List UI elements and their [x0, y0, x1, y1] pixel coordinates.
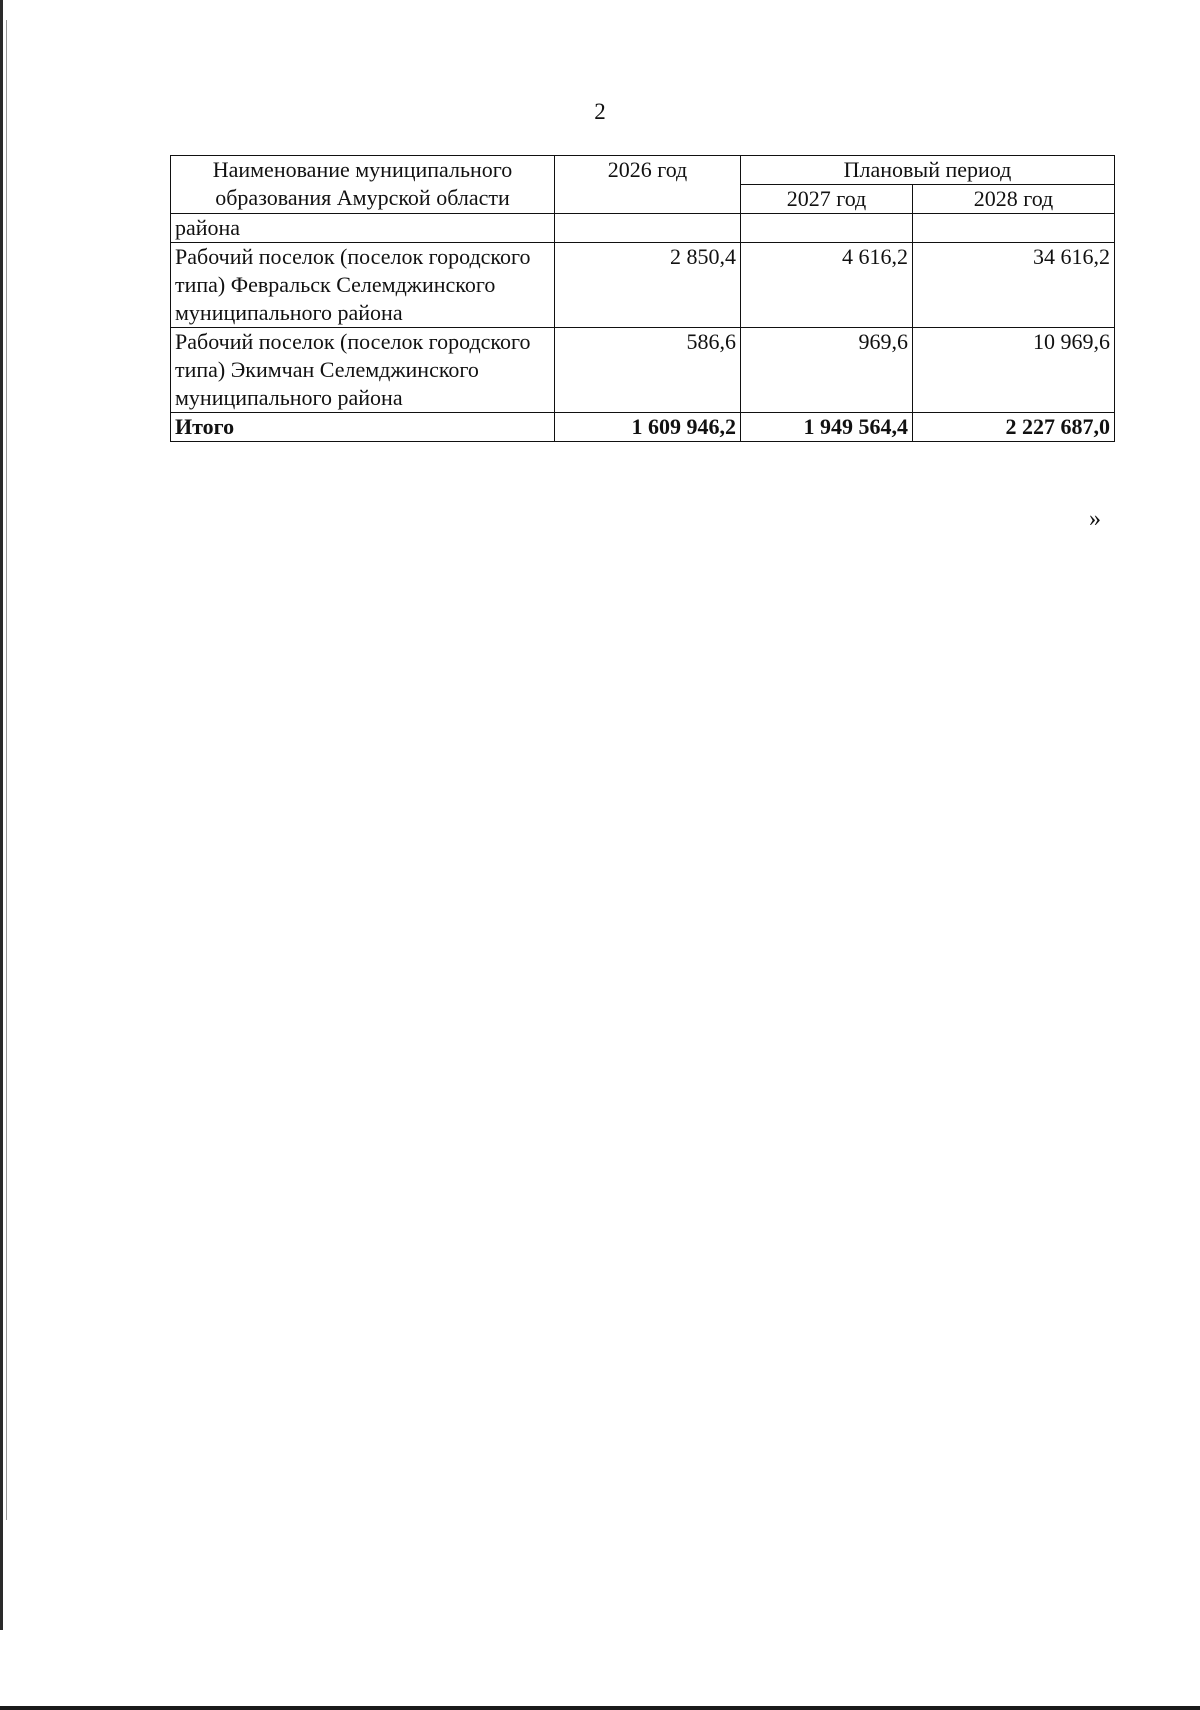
row-value-2027: 969,6 — [741, 328, 913, 413]
header-2028: 2028 год — [913, 185, 1115, 214]
row-value-2026: 586,6 — [555, 328, 741, 413]
row-name: Рабочий поселок (поселок городского типа) Февральск Селемджинского муниципального района — [171, 243, 555, 328]
scan-edge-bottom — [0, 1706, 1200, 1710]
row-value-2027: 4 616,2 — [741, 243, 913, 328]
total-value-2027: 1 949 564,4 — [741, 413, 913, 442]
row-value-2028 — [913, 214, 1115, 243]
header-row-1 — [171, 156, 1115, 185]
scan-edge-left — [0, 0, 3, 1630]
header-2027: 2027 год — [741, 185, 913, 214]
table-row — [171, 328, 1115, 413]
header-planned-period: Плановый период — [741, 156, 1115, 185]
row-value-2028: 10 969,6 — [913, 328, 1115, 413]
table-row — [171, 214, 1115, 243]
row-name: района — [171, 214, 555, 243]
row-value-2028: 34 616,2 — [913, 243, 1115, 328]
row-value-2026: 2 850,4 — [555, 243, 741, 328]
row-value-2027 — [741, 214, 913, 243]
scan-edge-left-thin — [6, 20, 7, 1520]
budget-table — [170, 155, 1115, 442]
total-row — [171, 413, 1115, 442]
total-value-2028: 2 227 687,0 — [913, 413, 1115, 442]
row-value-2026 — [555, 214, 741, 243]
total-value-2026: 1 609 946,2 — [555, 413, 741, 442]
header-2026: 2026 год — [555, 156, 741, 214]
closing-quote: » — [1089, 506, 1101, 532]
header-name: Наименование муниципального образования Амурской области — [171, 156, 555, 214]
page-number: 2 — [594, 99, 606, 124]
total-label: Итого — [171, 413, 555, 442]
row-name: Рабочий поселок (поселок городского типа) Экимчан Селемджинского муниципального района — [171, 328, 555, 413]
table-row — [171, 243, 1115, 328]
